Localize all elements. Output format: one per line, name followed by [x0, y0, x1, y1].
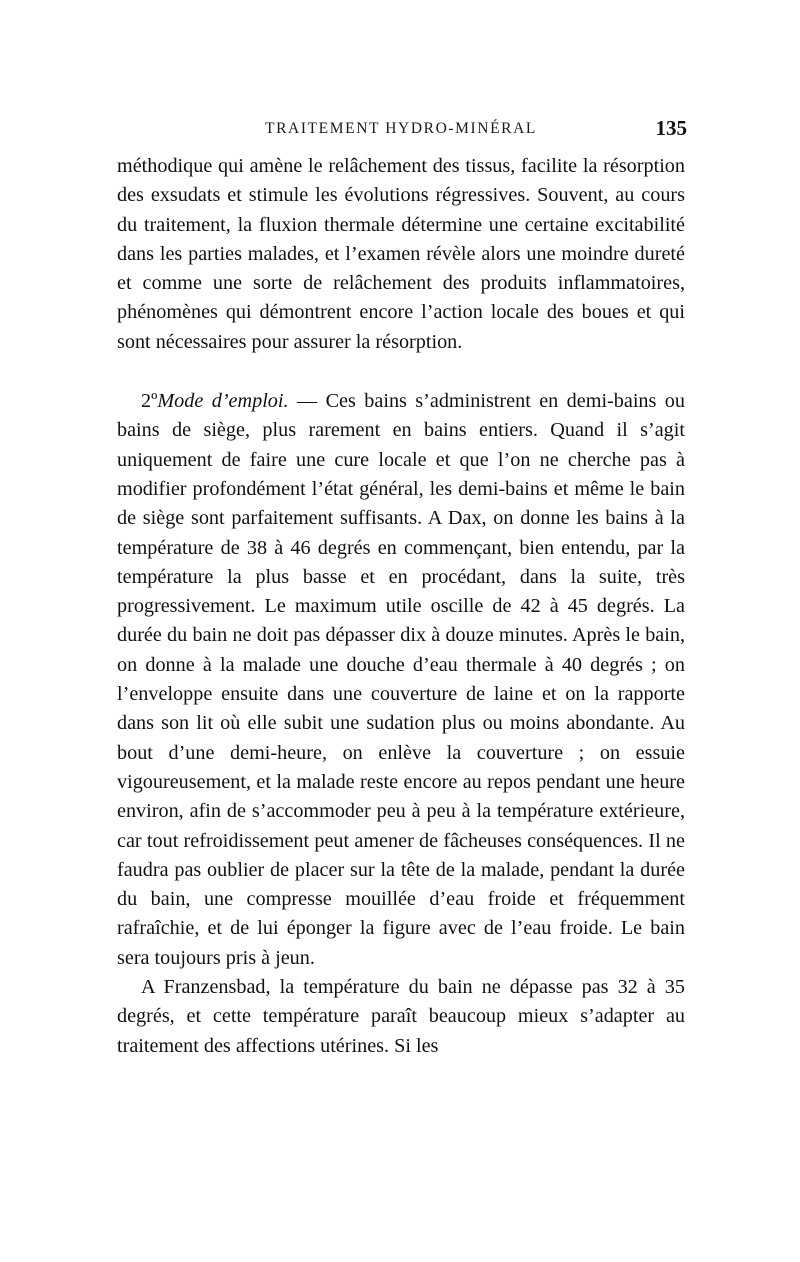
paragraph-continued: méthodique qui amène le relâchement des tissus, facilite la résorption des exsudats et stimule les évolutions régressives. Souvent, au cours du traitement, la fluxion thermale détermine une certaine excitabilité dans les parties malades, et l’examen révèle alors une moindre dureté et comme une sorte de relâchement des produits inflammatoires, phénomènes qui démontrent encore l’action locale des boues et qui sont nécessaires pour assurer la résorption. — [117, 155, 685, 353]
paragraph-franzensbad: A Franzensbad, la température du bain ne dépasse pas 32 à 35 degrés, et cette température paraît beaucoup mieux s’adapter au traitement des affections utérines. Si les — [117, 976, 685, 1057]
section-heading: Mode d’emploi. — [157, 390, 289, 413]
page-number: 135 — [655, 116, 687, 140]
running-title: TRAITEMENT HYDRO-MINÉRAL — [265, 120, 537, 137]
paragraph-mode-emploi — [117, 387, 685, 973]
paragraph-text: Ces bains s’administrent en demi-bains ou bains de siège, plus rarement en bains entiers. Quand il s’agit uniquement de faire une cure locale et que l’on ne cherche pas à modifier profondément l’état général, les demi-bains et même le bain de siège sont parfaitement suffisants. A Dax, on donne les bains à la température de 38 à 46 degrés en commençant, bien entendu, par la température la plus basse et en procédant, dans la suite, très progressivement. Le maximum utile oscille de 42 à 45 degrés. La durée du bain ne doit pas dépasser dix à douze minutes. Après le bain, on donne à la malade une douche d’eau thermale à 40 degrés ; on l’enveloppe ensuite dans une couverture de laine et on la rapporte dans son lit où elle subit une sudation plus ou moins abondante. Au bout d’une demi-heure, on enlève la couverture ; on essuie vigoureusement, et la malade reste encore au repos pendant une heure environ, afin de s’accommoder peu à peu à la température extérieure, car tout refroidissement peut amener de fâcheuses conséquences. Il ne faudra pas oublier de placer sur la tête de la malade, pendant la durée du bain, une compresse mouillée d’eau froide et fréquemment rafraîchie, et de lui éponger la figure avec de l’eau froide. Le bain sera toujours pris à jeun. — [117, 390, 685, 969]
running-head — [117, 116, 685, 144]
body-text — [117, 152, 685, 1061]
section-number: 2º — [141, 390, 158, 413]
section-dash: — — [288, 390, 326, 413]
